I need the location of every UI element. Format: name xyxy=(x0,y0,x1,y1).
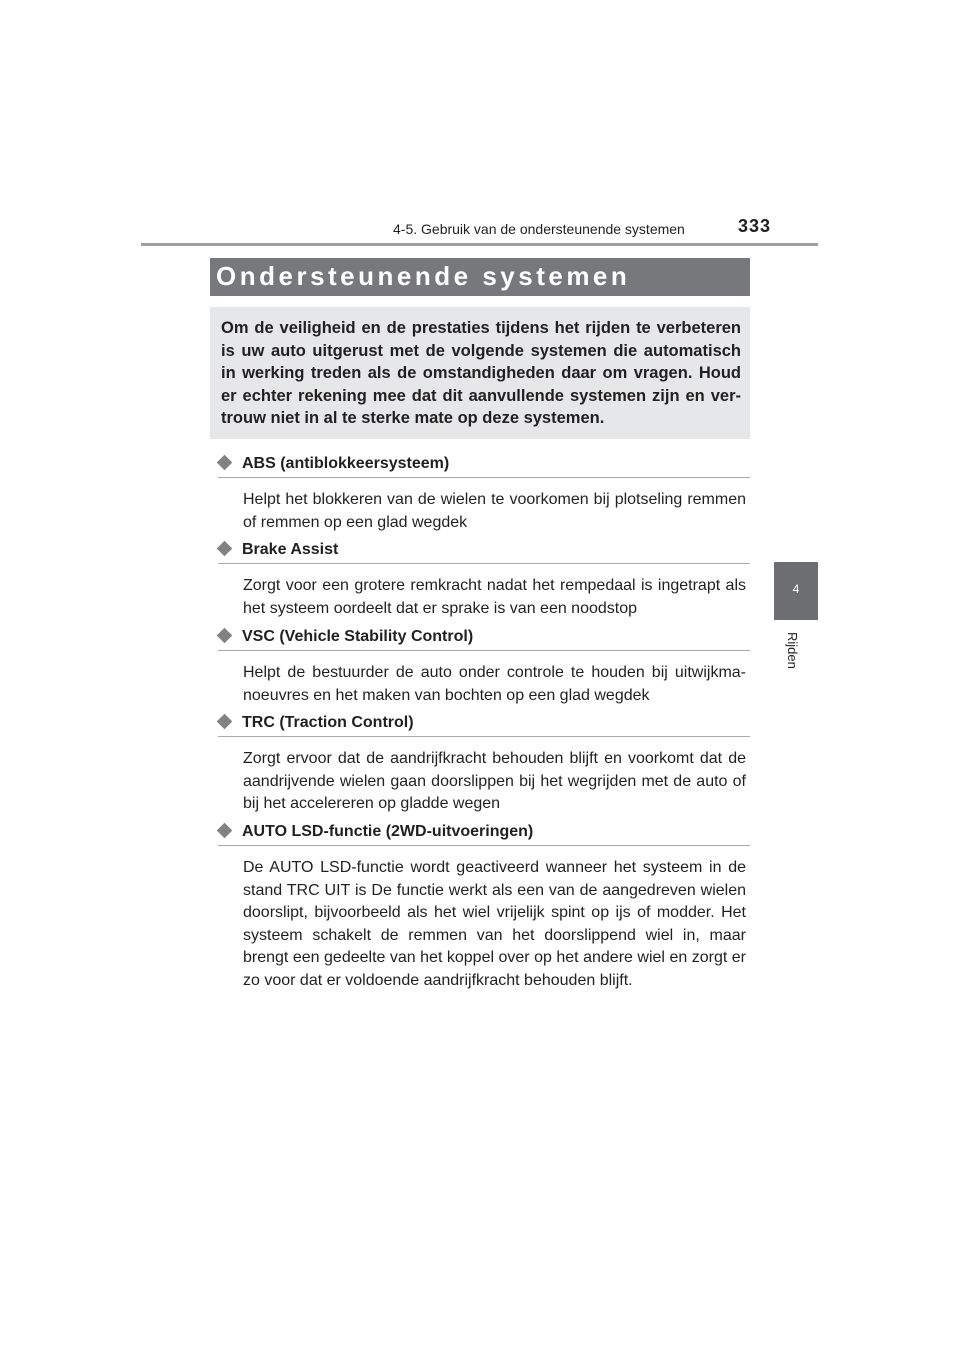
feature-divider xyxy=(218,650,750,651)
intro-box xyxy=(210,307,750,439)
feature-heading xyxy=(218,627,750,647)
diamond-bullet-icon xyxy=(217,823,233,839)
feature-brake-assist xyxy=(218,540,750,620)
feature-divider xyxy=(218,845,750,846)
feature-heading-label: VSC (Vehicle Stability Control) xyxy=(242,628,474,645)
feature-auto-lsd xyxy=(218,822,750,992)
feature-trc xyxy=(218,713,750,816)
diamond-bullet-icon xyxy=(217,714,233,730)
feature-divider xyxy=(218,563,750,564)
feature-heading-label: AUTO LSD-functie (2WD-uitvoeringen) xyxy=(242,823,534,840)
header-divider xyxy=(141,243,818,246)
feature-abs xyxy=(218,454,750,534)
section-header: 4-5. Gebruik van de ondersteunende systemen xyxy=(393,221,685,237)
chapter-title: Rijden xyxy=(785,632,800,669)
feature-description: Helpt de bestuurder de auto onder controle te houden bij uitwijkmanoeuvres en het maken van bochten op een glad wegdek xyxy=(243,664,746,704)
feature-heading xyxy=(218,713,750,733)
feature-description: Helpt het blokkeren van de wielen te voorkomen bij plotseling remmen of remmen op een glad wegdek xyxy=(243,491,746,531)
feature-heading xyxy=(218,822,750,842)
feature-heading-label: TRC (Traction Control) xyxy=(242,714,414,731)
page-number: 333 xyxy=(738,216,772,236)
chapter-number: 4 xyxy=(792,582,800,596)
page-title-bar xyxy=(210,258,750,296)
feature-divider xyxy=(218,736,750,737)
feature-heading-label: Brake Assist xyxy=(242,541,339,558)
chapter-tab xyxy=(774,562,818,620)
feature-description: Zorgt ervoor dat de aandrijfkracht behouden blijft en voorkomt dat de aandrijvende wielen gaan doorslippen bij het wegrijden met de auto of bij het accelereren op gladde wegen xyxy=(243,750,746,812)
intro-text: Om de veiligheid en de prestaties tijdens het rijden te verbeteren is uw auto uitgerust met de volgende systemen die automatisch in werking treden als de omstandigheden daar om vragen. Houd er echter rekening mee dat dit aanvullende systemen zijn en vertrouw niet in al te sterke mate op deze systemen. xyxy=(221,319,741,427)
feature-heading-label: ABS (antiblokkeersysteem) xyxy=(242,455,450,472)
diamond-bullet-icon xyxy=(217,541,233,557)
page-title: Ondersteunende systemen xyxy=(216,261,631,291)
diamond-bullet-icon xyxy=(217,455,233,471)
feature-description: Zorgt voor een grotere remkracht nadat het rempedaal is ingetrapt als het systeem oordeelt dat er sprake is van een noodstop xyxy=(243,577,746,617)
diamond-bullet-icon xyxy=(217,628,233,644)
feature-heading xyxy=(218,540,750,560)
feature-heading xyxy=(218,454,750,474)
feature-vsc xyxy=(218,627,750,707)
feature-divider xyxy=(218,477,750,478)
feature-description: De AUTO LSD-functie wordt geactiveerd wanneer het systeem in de stand TRC UIT is De functie werkt als een van de aangedreven wielen doorslipt, bijvoorbeeld als het wiel vrijelijk spint op ijs of modder. Het systeem schakelt de remmen van het doorslippend wiel in, maar brengt een gedeelte van het koppel over op het andere wiel en zorgt er zo voor dat er voldoende aandrijfkracht behouden blijft. xyxy=(243,859,746,989)
